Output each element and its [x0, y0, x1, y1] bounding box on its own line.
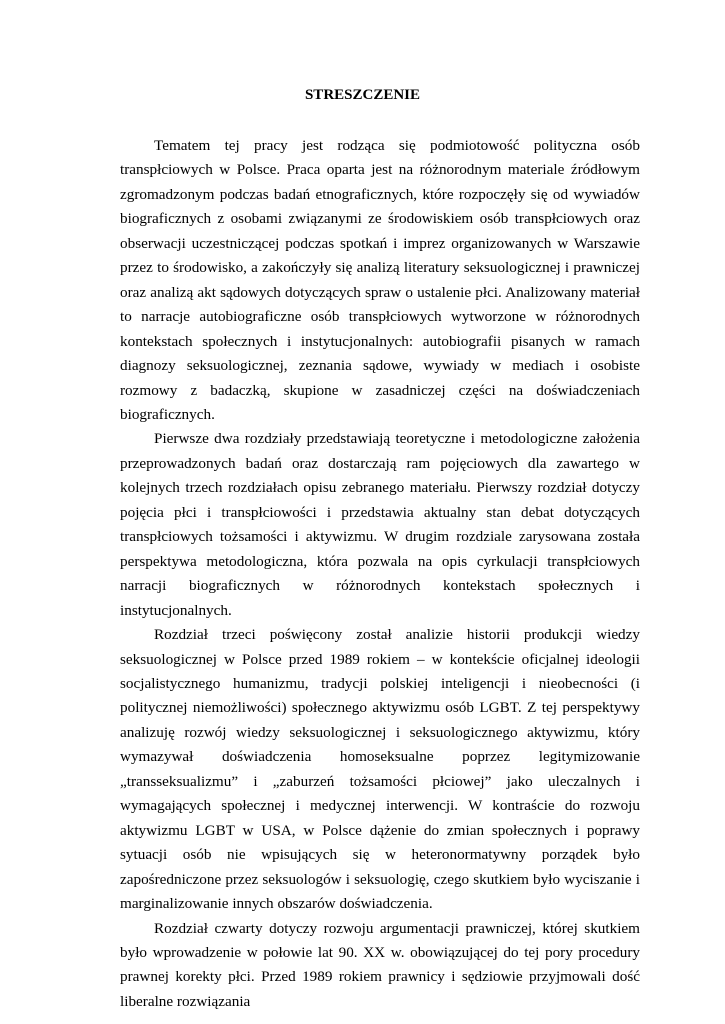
- paragraph-1: Tematem tej pracy jest rodząca się podmiotowość polityczna osób transpłciowych w Polsce. Praca oparta jest na różnorodnym materiale źródłowym zgromadzonym podczas badań etnograficznych, które rozpoczęły się od wywiadów biograficznych z osobami związanymi ze środowiskiem osób transpłciowych oraz obserwacji uczestniczącej podczas spotkań i imprez organizowanych w Warszawie przez to środowisko, a zakończyły się analizą literatury seksuologicznej i prawniczej oraz analizą akt sądowych dotyczących spraw o ustalenie płci. Analizowany materiał to narracje autobiograficzne osób transpłciowych wytworzone w różnorodnych kontekstach społecznych i instytucjonalnych: autobiografii pisanych w ramach diagnozy seksuologicznej, zeznania sądowe, wywiady w mediach i osobiste rozmowy z badaczką, skupione w zasadniczej części na doświadczeniach biograficznych.: [120, 137, 640, 423]
- page-title: STRESZCZENIE: [304, 87, 421, 103]
- paragraph-4: Rozdział czwarty dotyczy rozwoju argumentacji prawniczej, której skutkiem było wprowadzenie w połowie lat 90. XX w. obowiązującej do tej pory procedury prawnej korekty płci. Przed 1989 rokiem prawnicy i sędziowie przyjmowali dość liberalne rozwiązania: [120, 919, 640, 1010]
- paragraph-2: Pierwsze dwa rozdziały przedstawiają teoretyczne i metodologiczne założenia przeprowadzonych badań oraz dostarczają ram pojęciowych dla zawartego w kolejnych trzech rozdziałach opisu zebranego materiału. Pierwszy rozdział dotyczy pojęcia płci i transpłciowości i przedstawia aktualny stan debat dotyczących transpłciowych tożsamości i aktywizmu. W drugim rozdziale zarysowana została perspektywa metodologiczna, która pozwala na opis cyrkulacji transpłciowych narracji biograficznych w różnorodnych kontekstach społecznych i instytucjonalnych.: [120, 430, 640, 619]
- paragraph-3: Rozdział trzeci poświęcony został analizie historii produkcji wiedzy seksuologicznej w Polsce przed 1989 rokiem – w kontekście oficjalnej ideologii socjalistycznego humanizmu, tradycji polskiej inteligencji i nieobecności (i politycznej niemożliwości) społecznego aktywizmu osób LGBT. Z tej perspektywy analizuję rozwój wiedzy seksuologicznej i seksuologicznego aktywizmu, który wymazywał doświadczenia homoseksualne poprzez legitymizowanie „transseksualizmu” i „zaburzeń tożsamości płciowej” jako uleczalnych i wymagających społecznej i medycznej interwencji. W kontraście do rozwoju aktywizmu LGBT w USA, w Polsce dążenie do zmian społecznych i poprawy sytuacji osób nie wpisujących się w heteronormatywny porządek było zapośredniczone przez seksuologów i seksuologię, czego skutkiem było wyciszanie i marginalizowanie innych obszarów doświadczenia.: [120, 626, 640, 913]
- document-body: [120, 134, 640, 1014]
